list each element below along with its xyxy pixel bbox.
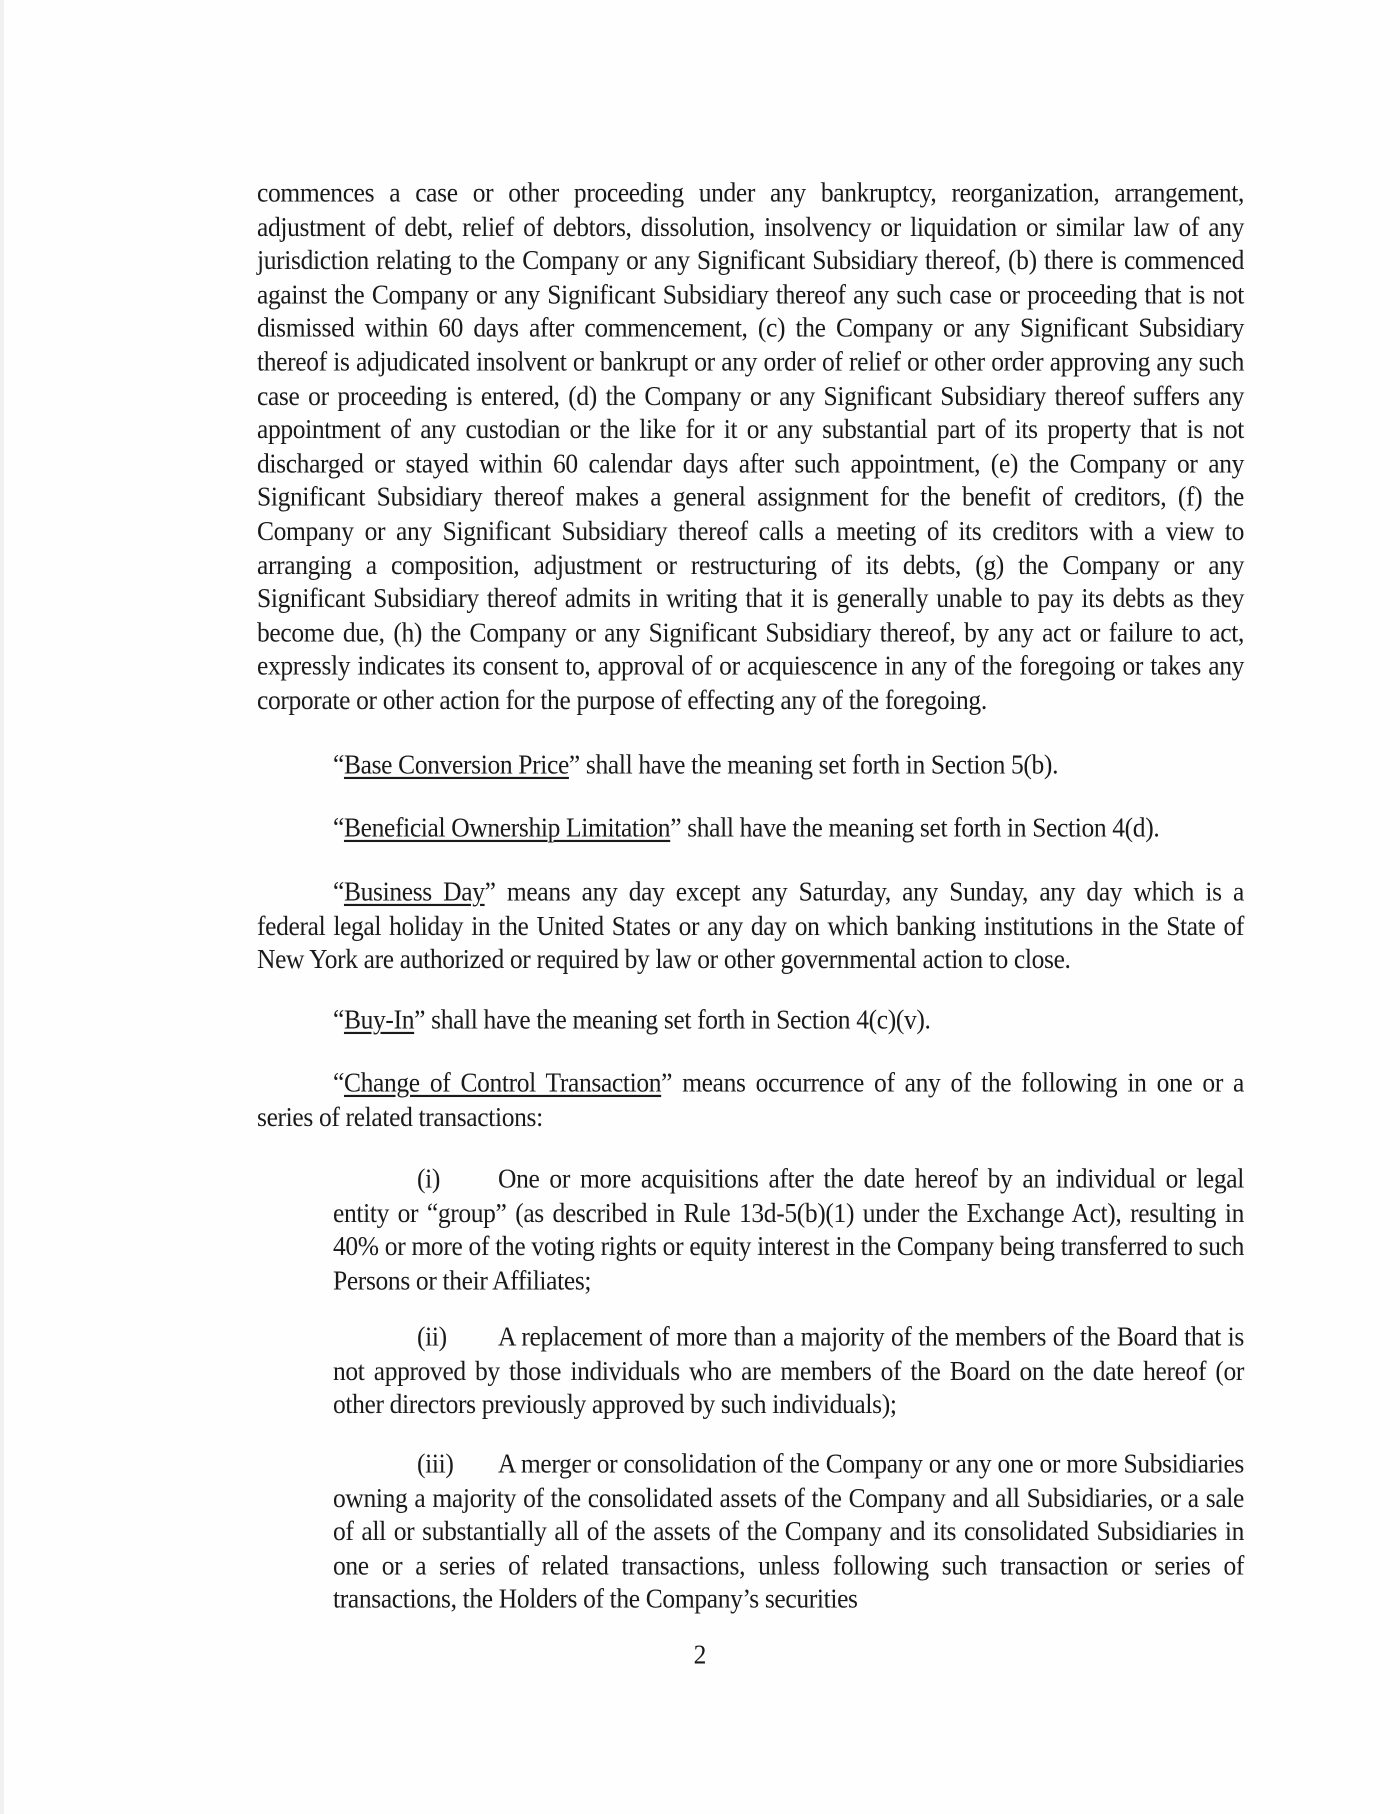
definition-buy-in <box>257 1003 1244 1037</box>
close-quote: ” <box>568 749 580 781</box>
definition-text: shall have the meaning set forth in Section 4(d). <box>681 812 1160 844</box>
definition-text: shall have the meaning set forth in Section 4(c)(v). <box>425 1004 931 1036</box>
open-quote: “ <box>333 749 344 781</box>
item-text: A merger or consolidation of the Company or any one or more Subsidiaries owning a majority of the consolidated assets of the Company and all Subsidiaries, or a sale of all or substantially all of the assets of the Company and its consolidated Subsidiaries in one or a series of related transactions, unless following such transaction or series of transactions, the Holders of the Company’s securities <box>333 1448 1244 1615</box>
item-number: (i) <box>417 1163 441 1195</box>
page-edge-shadow <box>0 0 4 1814</box>
change-of-control-item-i <box>333 1162 1244 1297</box>
close-quote: ” <box>484 876 496 908</box>
definition-base-conversion-price <box>257 748 1244 782</box>
change-of-control-item-iii <box>333 1447 1244 1616</box>
definition-text: shall have the meaning set forth in Section 5(b). <box>579 749 1059 781</box>
page-number: 2 <box>693 1638 707 1670</box>
opening-paragraph: commences a case or other proceeding under any bankruptcy, reorganization, arrangement, adjustment of debt, relief of debtors, dissolution, insolvency or liquidation or similar law of any jurisdiction relating to the Company or any Significant Subsidiary thereof, (b) there is commenced against the Company or any Significant Subsidiary thereof any such case or proceeding that is not dismissed within 60 days after commencement, (c) the Company or any Significant Subsidiary thereof is adjudicated insolvent or bankrupt or any order of relief or other order approving any such case or proceeding is entered, (d) the Company or any Significant Subsidiary thereof suffers any appointment of any custodian or the like for it or any substantial part of its property that is not discharged or stayed within 60 calendar days after such appointment, (e) the Company or any Significant Subsidiary thereof makes a general assignment for the benefit of creditors, (f) the Company or any Significant Subsidiary thereof calls a meeting of its creditors with a view to arranging a composition, adjustment or restructuring of its debts, (g) the Company or any Significant Subsidiary thereof admits in writing that it is generally unable to pay its debts as they become due, (h) the Company or any Significant Subsidiary thereof, by any act or failure to act, expressly indicates its consent to, approval of or acquiescence in any of the foregoing or takes any corporate or other action for the purpose of effecting any of the foregoing. <box>257 177 1244 716</box>
open-quote: “ <box>333 1004 344 1036</box>
close-quote: ” <box>661 1067 673 1099</box>
item-text: One or more acquisitions after the date hereof by an individual or legal entity or “group” (as described in Rule 13d-5(b)(1) under the Exchange Act), resulting in 40% or more of the voting rights or equity interest in the Company being transferred to such Persons or their Affiliates; <box>333 1163 1244 1296</box>
defined-term: Base Conversion Price <box>343 749 569 781</box>
close-quote: ” <box>670 812 682 844</box>
defined-term: Change of Control Transaction <box>343 1067 662 1099</box>
definition-text: means occurrence of any of the following in one or a series of related transactions: <box>257 1067 1245 1132</box>
item-number: (iii) <box>417 1448 454 1480</box>
defined-term: Business Day <box>343 876 485 908</box>
item-text: A replacement of more than a majority of the members of the Board that is not approved by those individuals who are members of the Board on the date hereof (or other directors previously approved by such individuals); <box>333 1321 1244 1420</box>
definition-beneficial-ownership-limitation <box>257 811 1244 845</box>
item-number: (ii) <box>417 1321 447 1353</box>
open-quote: “ <box>333 812 344 844</box>
close-quote: ” <box>414 1004 426 1036</box>
open-quote: “ <box>333 1067 344 1099</box>
definition-text: means any day except any Saturday, any Sunday, any day which is a federal legal holiday in the United States or any day on which banking institutions in the State of New York are authorized or required by law or other governmental action to close. <box>257 876 1244 975</box>
defined-term: Beneficial Ownership Limitation <box>343 812 671 844</box>
definition-business-day <box>257 875 1244 976</box>
open-quote: “ <box>333 876 344 908</box>
defined-term: Buy-In <box>343 1004 415 1036</box>
definition-change-of-control-transaction <box>257 1066 1244 1134</box>
change-of-control-item-ii <box>333 1320 1244 1421</box>
